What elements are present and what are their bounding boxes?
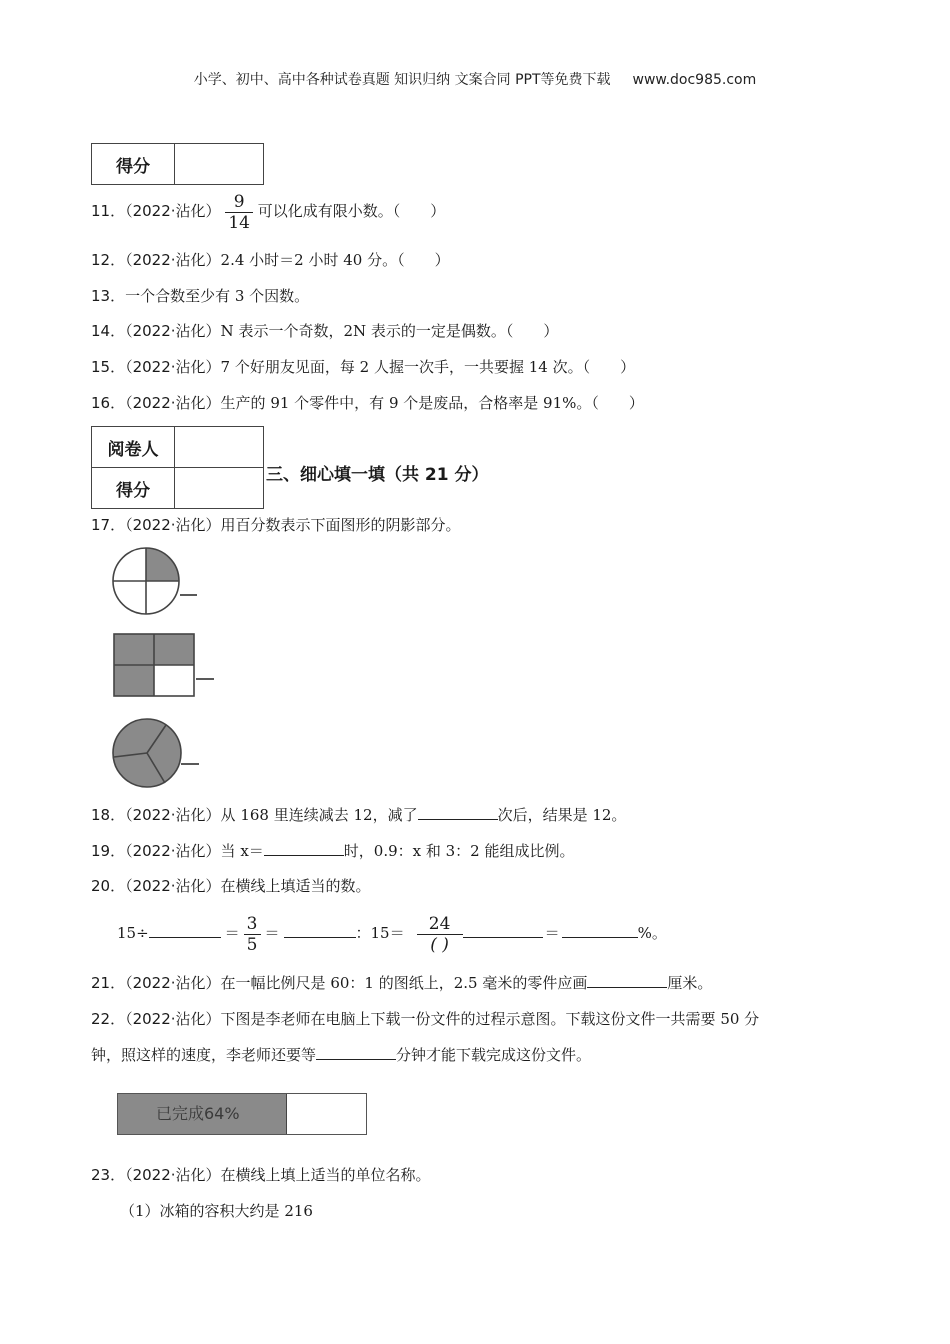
question-text: N 表示一个奇数，2N 表示的一定是偶数。（ ） bbox=[220, 322, 559, 340]
question-number: 22． bbox=[91, 1010, 126, 1028]
question-text: 生产的 91 个零件中，有 9 个是废品，合格率是 91%。（ ） bbox=[220, 394, 644, 412]
question-text: 时，0.9：x 和 3：2 能组成比例。 bbox=[343, 842, 575, 860]
question-source: （2022·沾化） bbox=[125, 202, 221, 220]
question-number: 21． bbox=[91, 974, 126, 992]
equation-text: %。 bbox=[637, 924, 667, 942]
question-17 bbox=[91, 514, 461, 536]
section3-score-box bbox=[91, 426, 264, 509]
question-source: （2022·沾化） bbox=[125, 842, 221, 860]
shaded-cell bbox=[154, 634, 194, 665]
fraction-numerator: 9 bbox=[225, 192, 253, 213]
question-text: 厘米。 bbox=[667, 974, 713, 992]
question-source: （2022·沾化） bbox=[125, 516, 221, 534]
shaded-cell bbox=[114, 634, 154, 665]
question-text: 在横线上填适当的数。 bbox=[220, 877, 371, 895]
question-text: 一个合数至少有 3 个因数。 bbox=[125, 287, 310, 305]
question-20 bbox=[91, 875, 371, 897]
question-text: 用百分数表示下面图形的阴影部分。 bbox=[220, 516, 461, 534]
question-12 bbox=[91, 249, 450, 271]
fraction-3-5 bbox=[244, 914, 261, 955]
question-text: 可以化成有限小数。（ ） bbox=[252, 202, 446, 220]
square-three-quarter-figure bbox=[112, 632, 216, 698]
score-label: 得分 bbox=[92, 468, 175, 509]
question-19 bbox=[91, 840, 575, 862]
question-text: 次后，结果是 12。 bbox=[497, 806, 627, 824]
question-23-sub1: （1）冰箱的容积大约是 216 bbox=[120, 1202, 313, 1220]
question-13 bbox=[91, 285, 309, 307]
question-text: 从 168 里连续减去 12，减了 bbox=[220, 806, 418, 824]
answer-blank[interactable] bbox=[562, 923, 638, 938]
question-source: （2022·沾化） bbox=[125, 251, 221, 269]
question-source: （2022·沾化） bbox=[125, 322, 221, 340]
fraction-24-blank bbox=[417, 914, 463, 955]
question-number: 18． bbox=[91, 806, 126, 824]
question-14 bbox=[91, 320, 558, 342]
fraction-numerator: 3 bbox=[244, 914, 261, 935]
question-21 bbox=[91, 972, 712, 994]
question-text: 下图是李老师在电脑上下载一份文件的过程示意图。下载这份文件一共需要 50 分 bbox=[220, 1010, 760, 1028]
score-input-cell[interactable] bbox=[175, 468, 264, 509]
score-label: 得分 bbox=[92, 144, 175, 185]
question-source: （2022·沾化） bbox=[125, 1166, 221, 1184]
question-text: 分钟才能下载完成这份文件。 bbox=[396, 1046, 592, 1064]
equals-sign: ＝ bbox=[224, 924, 240, 942]
score-input-cell[interactable] bbox=[175, 144, 264, 185]
question-22 bbox=[91, 1008, 759, 1030]
question-number: 14． bbox=[91, 322, 126, 340]
question-source: （2022·沾化） bbox=[125, 806, 221, 824]
question-11 bbox=[91, 188, 445, 234]
question-23 bbox=[91, 1164, 431, 1186]
q20-equation bbox=[117, 908, 667, 958]
progress-fill: 已完成64% bbox=[118, 1094, 287, 1134]
fraction-9-14 bbox=[225, 192, 253, 233]
fraction-denominator: 14 bbox=[228, 212, 250, 233]
answer-blank[interactable] bbox=[418, 805, 498, 820]
answer-blank[interactable] bbox=[149, 923, 221, 938]
question-number: 13． bbox=[91, 287, 126, 305]
question-number: 19． bbox=[91, 842, 126, 860]
question-text: 7 个好朋友见面，每 2 人握一次手，一共要握 14 次。（ ） bbox=[220, 358, 636, 376]
question-text: 当 x＝ bbox=[220, 842, 264, 860]
header-url: www.doc985.com bbox=[632, 72, 757, 88]
question-text: 在一幅比例尺是 60：1 的图纸上，2.5 毫米的零件应画 bbox=[220, 974, 588, 992]
score-box bbox=[91, 143, 264, 185]
download-progress-bar bbox=[117, 1093, 367, 1135]
question-number: 15． bbox=[91, 358, 126, 376]
question-16 bbox=[91, 392, 644, 414]
fraction-denominator[interactable]: ( ) bbox=[430, 934, 449, 955]
question-number: 12． bbox=[91, 251, 126, 269]
question-text: 在横线上填上适当的单位名称。 bbox=[220, 1166, 431, 1184]
answer-blank[interactable] bbox=[316, 1045, 396, 1060]
reviewer-label: 阅卷人 bbox=[92, 427, 175, 468]
question-source: （2022·沾化） bbox=[125, 974, 221, 992]
question-source: （2022·沾化） bbox=[125, 358, 221, 376]
question-22-line2 bbox=[91, 1044, 591, 1066]
question-number: 11． bbox=[91, 202, 126, 220]
equals-sign: ＝ bbox=[264, 924, 280, 942]
question-text: 钟，照这样的速度，李老师还要等 bbox=[91, 1046, 317, 1064]
page-header bbox=[0, 69, 950, 89]
fraction-denominator: 5 bbox=[246, 934, 258, 955]
answer-blank[interactable] bbox=[284, 923, 356, 938]
circle-quarter-figure bbox=[110, 545, 200, 617]
equation-text: 15÷ bbox=[117, 924, 149, 942]
answer-blank[interactable] bbox=[463, 923, 543, 938]
question-number: 23． bbox=[91, 1166, 126, 1184]
circle-thirds-figure bbox=[110, 717, 202, 789]
fraction-numerator: 24 bbox=[417, 914, 463, 935]
question-15 bbox=[91, 356, 635, 378]
reviewer-input-cell[interactable] bbox=[175, 427, 264, 468]
equals-sign: ＝ bbox=[544, 924, 560, 942]
shaded-cell bbox=[114, 665, 154, 696]
question-number: 20． bbox=[91, 877, 126, 895]
answer-blank[interactable] bbox=[264, 841, 344, 856]
question-number: 16． bbox=[91, 394, 126, 412]
question-source: （2022·沾化） bbox=[125, 1010, 221, 1028]
question-source: （2022·沾化） bbox=[125, 877, 221, 895]
answer-blank[interactable] bbox=[587, 973, 667, 988]
equation-text: ：15＝ bbox=[355, 924, 405, 942]
question-number: 17． bbox=[91, 516, 126, 534]
question-text: 2.4 小时＝2 小时 40 分。（ ） bbox=[220, 251, 450, 269]
section3-title: 三、细心填一填（共 21 分） bbox=[266, 465, 489, 485]
header-text: 小学、初中、高中各种试卷真题 知识归纳 文案合同 PPT等免费下载 bbox=[193, 72, 611, 88]
question-source: （2022·沾化） bbox=[125, 394, 221, 412]
question-18 bbox=[91, 804, 626, 826]
